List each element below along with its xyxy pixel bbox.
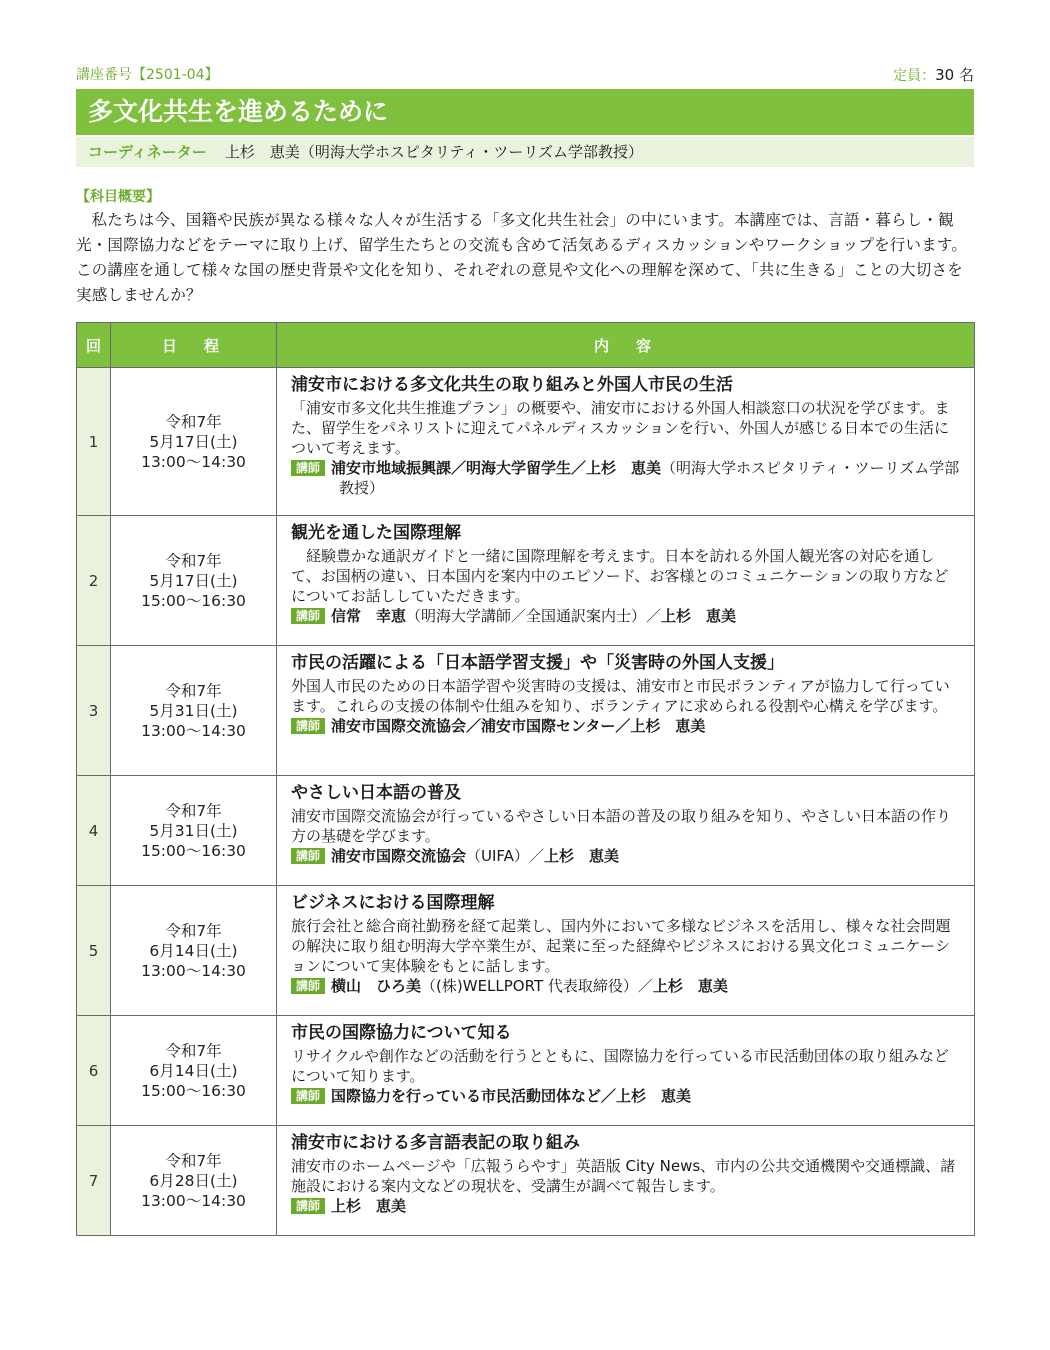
lecturer-badge: 講師 <box>291 718 325 734</box>
lecturer-badge: 講師 <box>291 1088 325 1104</box>
session-year: 令和7年 <box>165 1041 222 1060</box>
session-day: 5月31日(土) <box>149 821 238 840</box>
session-time: 13:00～14:30 <box>141 452 246 471</box>
session-day: 6月14日(土) <box>149 1061 238 1080</box>
session-title: 市民の国際協力について知る <box>291 1023 512 1043</box>
session-content <box>277 368 975 516</box>
session-year: 令和7年 <box>165 1151 222 1170</box>
session-day: 5月17日(土) <box>149 432 238 451</box>
lecturer-name-2: 上杉 恵美 <box>661 607 737 625</box>
session-description: 外国人市民のための日本語学習や災害時の支援は、浦安市と市民ボランティアが協力して行っています。これらの支援の体制や仕組みを知り、ボランティアに求められる役割や心構えを学びます。 <box>291 677 950 715</box>
session-lecturer <box>291 976 962 996</box>
coordinator-label: コーディネーター <box>88 143 207 161</box>
summary-text: 私たちは今、国籍や民族が異なる様々な人々が生活する「多文化共生社会」の中にいます。本講座では、言語・暮らし・観光・国際協力などをテーマに取り上げ、留学生たちとの交流も含めて活気あるディスカッションやワークショップを行います。この講座を通して様々な国の歴史背景や文化を知り、それぞれの意見や文化への理解を深めて、「共に生きる」ことの大切さを実感しませんか？ <box>76 211 968 304</box>
session-description: リサイクルや創作などの活動を行うとともに、国際協力を行っている市民活動団体の取り組みなどについて知ります。 <box>291 1047 949 1085</box>
coordinator-name: 上杉 恵美（明海大学ホスピタリティ・ツーリズム学部教授） <box>224 143 644 161</box>
lecturer-name-2: 上杉 恵美 <box>652 977 728 995</box>
session-day: 5月31日(土) <box>149 701 238 720</box>
table-row <box>77 776 975 886</box>
lecturer-badge: 講師 <box>291 848 325 864</box>
session-time: 13:00～14:30 <box>141 721 246 740</box>
session-lecturer <box>291 1086 962 1106</box>
table-row <box>77 1126 975 1236</box>
session-date <box>111 886 277 1016</box>
table-row <box>77 516 975 646</box>
lecturer-affiliation: （(株)WELLPORT 代表取締役）／ <box>421 977 653 995</box>
session-number: 6 <box>77 1016 111 1126</box>
session-day: 5月17日(土) <box>149 571 238 590</box>
session-content <box>277 646 975 776</box>
capacity-label: 定員： <box>893 68 936 84</box>
course-number: 講座番号【2501-04】 <box>76 67 219 83</box>
session-description: 浦安市国際交流協会が行っているやさしい日本語の普及の取り組みを知り、やさしい日本語の作り方の基礎を学びます。 <box>291 807 952 845</box>
session-date <box>111 516 277 646</box>
lecturer-affiliation: （明海大学ホスピタリティ・ツーリズム学部教授） <box>339 459 960 497</box>
session-lecturer <box>291 1196 962 1216</box>
lecturer-badge: 講師 <box>291 460 325 476</box>
session-number: 1 <box>77 368 111 516</box>
session-description: 経験豊かな通訳ガイドと一緒に国際理解を考えます。日本を訪れる外国人観光客の対応を通して、お国柄の違い、日本国内を案内中のエピソード、お客様とのコミュニケーションの取り方などについてお話ししていただきます。 <box>291 547 949 605</box>
session-year: 令和7年 <box>165 551 222 570</box>
session-title: 浦安市における多言語表記の取り組み <box>291 1133 580 1153</box>
session-number: 5 <box>77 886 111 1016</box>
session-day: 6月14日(土) <box>149 941 238 960</box>
header-content: 内 容 <box>277 323 975 368</box>
session-number: 3 <box>77 646 111 776</box>
lecturer-badge: 講師 <box>291 1198 325 1214</box>
table-row <box>77 368 975 516</box>
table-row <box>77 646 975 776</box>
lecturer-name: 浦安市国際交流協会 <box>331 847 467 865</box>
session-date <box>111 1016 277 1126</box>
session-year: 令和7年 <box>165 801 222 820</box>
session-number: 4 <box>77 776 111 886</box>
lecturer-badge: 講師 <box>291 978 325 994</box>
header-date: 日 程 <box>111 323 277 368</box>
session-lecturer <box>291 846 962 866</box>
header-line <box>76 64 974 86</box>
session-title: 市民の活躍による「日本語学習支援」や「災害時の外国人支援」 <box>291 653 784 673</box>
session-content <box>277 516 975 646</box>
summary-heading: 【科目概要】 <box>76 189 160 205</box>
session-title: やさしい日本語の普及 <box>291 783 461 803</box>
lecturer-affiliation: （UIFA）／ <box>466 847 544 865</box>
table-header-row <box>77 323 975 368</box>
session-time: 15:00～16:30 <box>141 1081 246 1100</box>
table-row <box>77 886 975 1016</box>
lecturer-name-2: 上杉 恵美 <box>543 847 619 865</box>
session-title: 浦安市における多文化共生の取り組みと外国人市民の生活 <box>291 375 733 395</box>
course-title: 多文化共生を進めるために <box>76 89 974 135</box>
session-content <box>277 776 975 886</box>
session-lecturer <box>291 606 962 626</box>
session-date <box>111 646 277 776</box>
table-row <box>77 1016 975 1126</box>
session-year: 令和7年 <box>165 412 222 431</box>
session-description: 「浦安市多文化共生推進プラン」の概要や、浦安市における外国人相談窓口の状況を学びます。また、留学生をパネリストに迎えてパネルディスカッションを行い、外国人が感じる日本での生活について考えます。 <box>291 399 950 457</box>
lecturer-name: 上杉 恵美 <box>331 1197 407 1215</box>
session-time: 15:00～16:30 <box>141 841 246 860</box>
lecturer-name: 浦安市国際交流協会／浦安市国際センター／上杉 恵美 <box>331 717 706 735</box>
coordinator-bar <box>76 137 974 167</box>
session-time: 13:00～14:30 <box>141 1191 246 1210</box>
session-content <box>277 1126 975 1236</box>
lecturer-name: 浦安市地域振興課／明海大学留学生／上杉 恵美 <box>331 459 662 477</box>
session-date <box>111 1126 277 1236</box>
session-title: ビジネスにおける国際理解 <box>291 893 495 913</box>
session-date <box>111 368 277 516</box>
header-num: 回 <box>77 323 111 368</box>
session-year: 令和7年 <box>165 921 222 940</box>
session-title: 観光を通した国際理解 <box>291 523 461 543</box>
session-description: 旅行会社と総合商社勤務を経て起業し、国内外において多様なビジネスを活用し、様々な社会問題の解決に取り組む明海大学卒業生が、起業に至った経緯やビジネスにおける異文化コミュニケーションについて実体験をもとに話します。 <box>291 917 951 975</box>
session-date <box>111 776 277 886</box>
session-time: 15:00～16:30 <box>141 591 246 610</box>
session-number: 2 <box>77 516 111 646</box>
capacity-value: 30 名 <box>935 66 974 84</box>
lecturer-name: 信常 幸恵 <box>331 607 407 625</box>
schedule-table <box>76 322 975 1236</box>
session-number: 7 <box>77 1126 111 1236</box>
capacity <box>893 64 974 87</box>
session-content <box>277 1016 975 1126</box>
session-lecturer <box>291 458 962 498</box>
session-content <box>277 886 975 1016</box>
session-year: 令和7年 <box>165 681 222 700</box>
session-description: 浦安市のホームページや「広報うらやす」英語版 City News、市内の公共交通機関や交通標識、諸施設における案内文などの現状を、受講生が調べて報告します。 <box>291 1157 956 1195</box>
session-time: 13:00～14:30 <box>141 961 246 980</box>
session-lecturer <box>291 716 962 736</box>
lecturer-name: 国際協力を行っている市民活動団体など／上杉 恵美 <box>331 1087 692 1105</box>
session-day: 6月28日(土) <box>149 1171 238 1190</box>
lecturer-affiliation: （明海大学講師／全国通訳案内士）／ <box>406 607 662 625</box>
lecturer-name: 横山 ひろ美 <box>331 977 422 995</box>
lecturer-badge: 講師 <box>291 608 325 624</box>
